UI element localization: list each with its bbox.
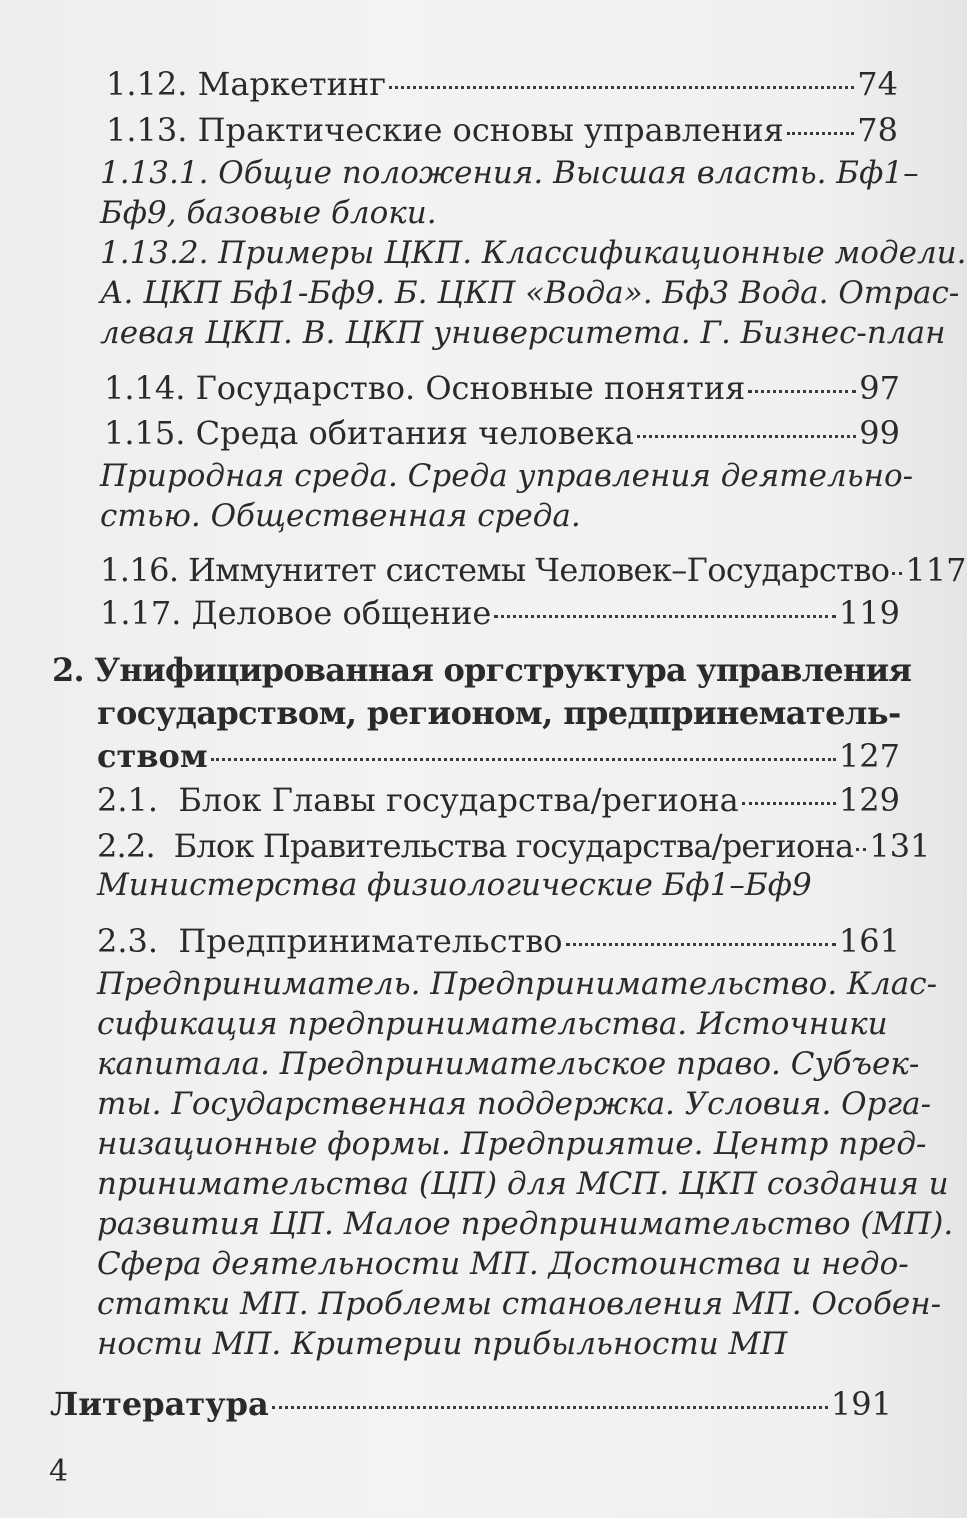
toc-entry-2-2 bbox=[97, 826, 931, 866]
dot-leader bbox=[566, 943, 836, 946]
toc-entry-page: 97 bbox=[859, 369, 900, 407]
toc-entry-page: 74 bbox=[857, 65, 898, 103]
subtopic-line: ты. Государственная поддержка. Условия. Орга- bbox=[97, 1086, 932, 1122]
toc-entry-1-14 bbox=[104, 368, 900, 408]
toc-entry-page: 131 bbox=[869, 827, 931, 865]
subtopic-line: Предприниматель. Предпринимательство. Клас- bbox=[97, 966, 938, 1002]
toc-entry-page: 117 bbox=[905, 551, 967, 589]
toc-entry-section-2 bbox=[97, 736, 900, 776]
subtopic-line: 1.13.1. Общие положения. Высшая власть. Бф1– bbox=[100, 155, 919, 191]
toc-entry-title: 1.15. Среда обитания человека bbox=[104, 414, 634, 452]
dot-leader bbox=[211, 758, 836, 761]
toc-entry-page: 119 bbox=[838, 594, 900, 632]
toc-entry-title: 1.12. Маркетинг bbox=[106, 65, 386, 103]
toc-entry-title: 2.3. Предпринимательство bbox=[97, 922, 563, 960]
toc-subtopics-1-13 bbox=[100, 153, 967, 353]
toc-entry-2-1 bbox=[97, 780, 900, 820]
subtopic-line: левая ЦКП. В. ЦКП университета. Г. Бизнес-план bbox=[100, 315, 946, 351]
toc-entry-1-17 bbox=[100, 593, 900, 633]
toc-subtopics-1-15 bbox=[100, 456, 914, 536]
toc-entry-1-12 bbox=[106, 64, 898, 104]
dot-leader bbox=[389, 86, 854, 89]
toc-entry-2-3 bbox=[97, 921, 900, 961]
dot-leader bbox=[787, 132, 854, 135]
toc-entry-title: Литература bbox=[50, 1385, 269, 1423]
toc-subtopics-2-2 bbox=[97, 865, 857, 905]
toc-entry-title: 1.13. Практические основы управления bbox=[106, 111, 784, 149]
subtopic-line: низационные формы. Предприятие. Центр пред- bbox=[97, 1126, 927, 1162]
page-number: 4 bbox=[49, 1454, 69, 1489]
subtopic-line: А. ЦКП Бф1-Бф9. Б. ЦКП «Вода». Бф3 Вода. Отрас- bbox=[100, 275, 960, 311]
dot-leader bbox=[637, 435, 856, 438]
toc-entry-page: 99 bbox=[859, 414, 900, 452]
toc-entry-title: 1.14. Государство. Основные понятия bbox=[104, 369, 746, 407]
subtopic-line: принимательства (ЦП) для МСП. ЦКП создания и bbox=[97, 1166, 949, 1202]
section-2-heading-line-1: 2. Унифицированная оргструктура управления bbox=[52, 651, 912, 689]
toc-entry-page: 78 bbox=[857, 111, 898, 149]
dot-leader bbox=[892, 572, 902, 575]
toc-entry-1-15 bbox=[104, 413, 900, 453]
subtopic-line: Природная среда. Среда управления деятельно- bbox=[100, 458, 914, 494]
subtopic-line: стью. Общественная среда. bbox=[100, 498, 581, 534]
section-2-heading-line-2: государством, регионом, предпринематель- bbox=[97, 694, 901, 732]
toc-entry-1-13 bbox=[106, 110, 898, 150]
toc-entry-page: 161 bbox=[838, 922, 900, 960]
toc-entry-page: 129 bbox=[838, 781, 900, 819]
dot-leader bbox=[748, 390, 856, 393]
subtopic-line: 1.13.2. Примеры ЦКП. Классификационные модели. bbox=[100, 235, 967, 271]
toc-entry-title: 2.1. Блок Главы государства/региона bbox=[97, 781, 739, 819]
toc-entry-title: 1.16. Иммунитет системы Человек–Государство bbox=[100, 551, 890, 589]
subtopic-line: капитала. Предпринимательское право. Субъек- bbox=[97, 1046, 920, 1082]
toc-entry-title: 2.2. Блок Правительства государства/региона bbox=[97, 827, 854, 865]
dot-leader bbox=[856, 848, 866, 851]
subtopic-line: сификация предпринимательства. Источники bbox=[97, 1006, 888, 1042]
subtopic-line: Сфера деятельности МП. Достоинства и недо- bbox=[97, 1246, 909, 1282]
subtopic-line: статки МП. Проблемы становления МП. Особен- bbox=[97, 1286, 942, 1322]
toc-subtopics-2-3 bbox=[97, 964, 954, 1364]
dot-leader bbox=[494, 615, 836, 618]
dot-leader bbox=[742, 802, 836, 805]
toc-entry-page: 191 bbox=[830, 1385, 892, 1423]
toc-entry-title: ством bbox=[97, 737, 208, 775]
toc-entry-1-16 bbox=[100, 550, 967, 590]
subtopic-line: Министерства физиологические Бф1–Бф9 bbox=[97, 867, 812, 903]
subtopic-line: ности МП. Критерии прибыльности МП bbox=[97, 1326, 788, 1362]
dot-leader bbox=[272, 1406, 828, 1409]
toc-entry-page: 127 bbox=[838, 737, 900, 775]
subtopic-line: развития ЦП. Малое предпринимательство (МП). bbox=[97, 1206, 954, 1242]
subtopic-line: Бф9, базовые блоки. bbox=[100, 195, 437, 231]
toc-entry-title: 1.17. Деловое общение bbox=[100, 594, 492, 632]
toc-entry-literature bbox=[50, 1384, 892, 1424]
